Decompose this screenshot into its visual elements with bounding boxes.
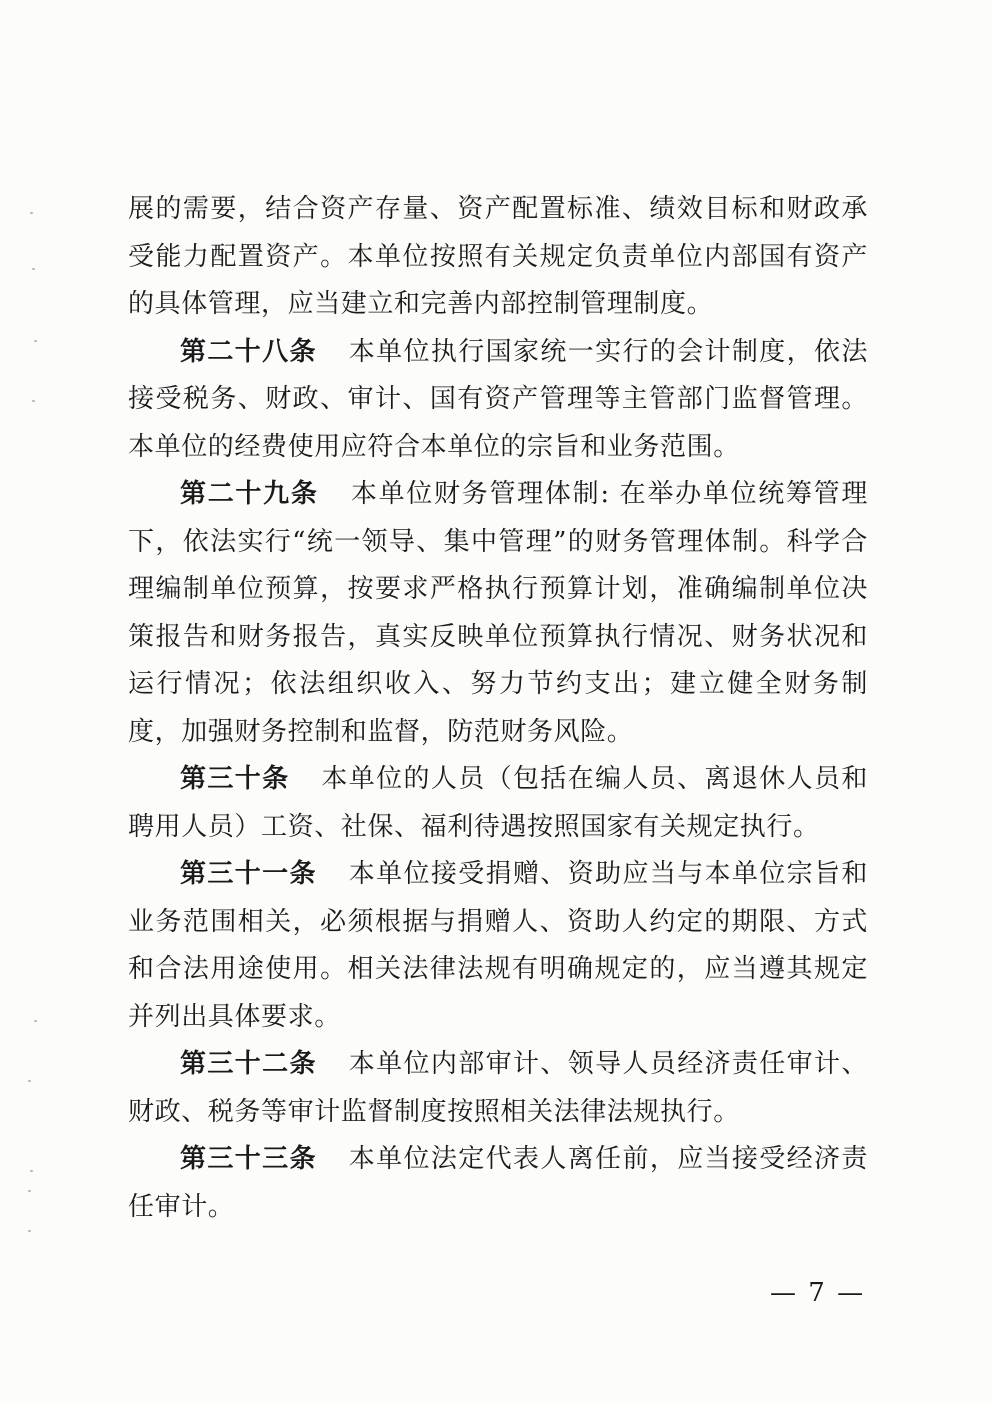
article-heading: 第二十九条 bbox=[180, 479, 319, 509]
article-heading: 第三十二条 bbox=[180, 1049, 317, 1079]
scan-speck bbox=[28, 1230, 31, 1232]
article-body: 本单位财务管理体制: 在举办单位统筹管理下，依法实行“统一领导、集中管理”的财务管理体制。科学合理编制单位预算，按要求严格执行预算计划，准确编制单位决策报告和财务报告，真实反映单位预算执行情况、财务状况和运行情况；依法组织收入、努力节约支出；建立健全财务制度，加强财务控制和监督，防范财务风险。 bbox=[128, 479, 868, 747]
article-heading: 第二十八条 bbox=[180, 336, 317, 367]
scan-speck bbox=[28, 1080, 31, 1082]
continuation-paragraph bbox=[128, 186, 868, 329]
article-29 bbox=[128, 471, 868, 756]
article-body: 本单位的人员（包括在编人员、离退休人员和聘用人员）工资、社保、福利待遇按照国家有关规定执行。 bbox=[128, 764, 868, 842]
scan-speck bbox=[32, 400, 35, 402]
article-body: 本单位内部审计、领导人员经济责任审计、财政、税务等审计监督制度按照相关法律法规执行。 bbox=[128, 1049, 868, 1127]
article-body: 本单位执行国家统一实行的会计制度，依法接受税务、财政、审计、国有资产管理等主管部门监督管理。本单位的经费使用应符合本单位的宗旨和业务范围。 bbox=[128, 336, 868, 462]
scan-speck bbox=[34, 340, 37, 342]
scan-speck bbox=[30, 1170, 33, 1172]
article-33 bbox=[128, 1136, 868, 1231]
scan-margin-marks bbox=[22, 200, 52, 1250]
article-heading: 第三十条 bbox=[180, 764, 290, 794]
article-31 bbox=[128, 851, 868, 1041]
article-28 bbox=[128, 329, 868, 472]
document-body bbox=[128, 186, 868, 1231]
scan-speck bbox=[34, 1020, 37, 1022]
scan-speck bbox=[30, 212, 33, 214]
scan-speck bbox=[28, 1190, 31, 1192]
article-body: 本单位接受捐赠、资助应当与本单位宗旨和业务范围相关，必须根据与捐赠人、资助人约定的期限、方式和合法用途使用。相关法律法规有明确规定的，应当遵其规定并列出具体要求。 bbox=[128, 859, 868, 1032]
article-32 bbox=[128, 1041, 868, 1136]
article-heading: 第三十一条 bbox=[180, 859, 317, 889]
scan-speck bbox=[32, 268, 35, 270]
paragraph-text: 展的需要，结合资产存量、资产配置标准、绩效目标和财政承受能力配置资产。本单位按照有关规定负责单位内部国有资产的具体管理，应当建立和完善内部控制管理制度。 bbox=[128, 194, 868, 319]
article-body: 本单位法定代表人离任前，应当接受经济责任审计。 bbox=[128, 1144, 868, 1222]
article-heading: 第三十三条 bbox=[180, 1144, 317, 1174]
article-30 bbox=[128, 756, 868, 851]
page-number: — 7 — bbox=[770, 1278, 866, 1308]
